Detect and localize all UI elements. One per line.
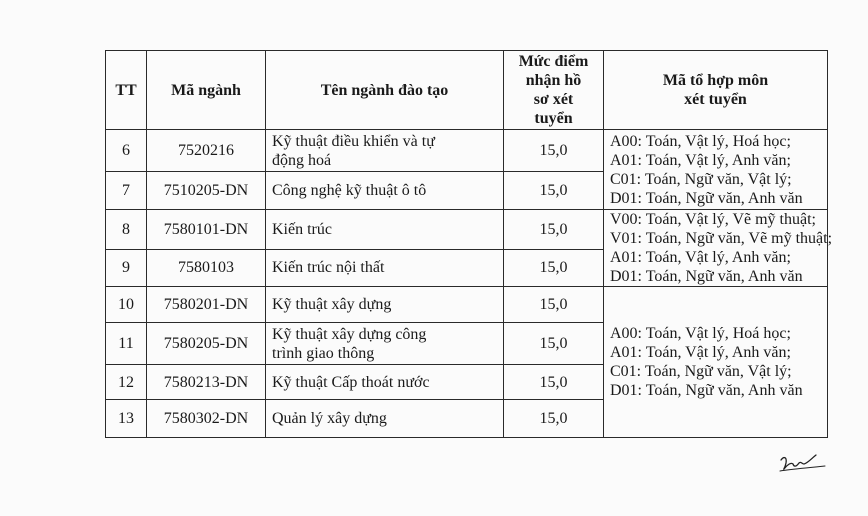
row-tt: 7 [106,172,147,210]
header-score-line: sơ xét [533,91,574,108]
row-name: Kiến trúc nội thất [266,249,504,287]
row-name: Kỹ thuật Cấp thoát nước [266,365,504,400]
row-code: 7580103 [147,249,266,287]
row-name: Kiến trúc [266,210,504,250]
combo-line: A00: Toán, Vật lý, Hoá học; [610,132,791,150]
row-code: 7580205-DN [147,323,266,365]
combo-cell [604,287,828,438]
combo-line: D01: Toán, Ngữ văn, Anh văn [610,189,803,207]
row-score: 15,0 [504,130,604,172]
row-score: 15,0 [504,400,604,438]
header-combo-line: Mã tổ hợp môn [662,72,769,89]
row-code: 7520216 [147,130,266,172]
row-name-line: trình giao thông [272,344,375,362]
row-code: 7580302-DN [147,400,266,438]
combo-line: A01: Toán, Vật lý, Anh văn; [610,151,791,169]
combo-line: D01: Toán, Ngữ văn, Anh văn [610,382,803,399]
combo-line: D01: Toán, Ngữ văn, Anh văn [610,268,803,285]
row-code: 7510205-DN [147,172,266,210]
row-score: 15,0 [504,172,604,210]
row-score: 15,0 [504,323,604,365]
header-name: Tên ngành đào tạo [266,51,504,130]
row-score: 15,0 [504,365,604,400]
row-score: 15,0 [504,249,604,287]
row-score: 15,0 [504,287,604,323]
row-name: Kỹ thuật xây dựng [266,287,504,323]
row-name-line: Kỹ thuật điều khiển và tự [272,132,435,150]
combo-line: A00: Toán, Vật lý, Hoá học; [610,325,791,342]
admissions-table [105,50,833,438]
row-code: 7580101-DN [147,210,266,250]
row-tt: 8 [106,210,147,250]
combo-line: V01: Toán, Ngữ văn, Vẽ mỹ thuật; [610,230,833,247]
combo-line: V00: Toán, Vật lý, Vẽ mỹ thuật; [610,211,816,228]
combo-cell [604,130,828,210]
row-score: 15,0 [504,210,604,250]
signature-icon [778,450,828,476]
row-tt: 10 [106,287,147,323]
header-score-line: Mức điểm [518,53,589,70]
header-combo-line: xét tuyển [684,91,747,108]
header-tt: TT [106,51,147,130]
row-tt: 9 [106,249,147,287]
combo-line: C01: Toán, Ngữ văn, Vật lý; [610,363,792,380]
header-combo [604,51,828,130]
row-code: 7580213-DN [147,365,266,400]
header-score [504,51,604,130]
row-code: 7580201-DN [147,287,266,323]
header-code: Mã ngành [147,51,266,130]
row-name: Quản lý xây dựng [266,400,504,438]
row-name-line: động hoá [272,151,332,169]
row-tt: 13 [106,400,147,438]
combo-line: A01: Toán, Vật lý, Anh văn; [610,249,791,266]
row-tt: 6 [106,130,147,172]
combo-line: C01: Toán, Ngữ văn, Vật lý; [610,170,792,188]
combo-line: A01: Toán, Vật lý, Anh văn; [610,344,791,361]
row-tt: 11 [106,323,147,365]
table-row [106,130,828,172]
header-score-line: tuyển [534,110,573,127]
row-name-line: Kỹ thuật xây dựng công [272,325,427,343]
header-score-line: nhận hồ [525,72,582,89]
combo-cell [604,210,833,287]
row-name: Công nghệ kỹ thuật ô tô [266,172,504,210]
row-name [266,130,504,172]
row-name [266,323,504,365]
table-row [106,287,828,323]
row-tt: 12 [106,365,147,400]
table-header-row [106,51,828,130]
table-row [106,210,828,250]
